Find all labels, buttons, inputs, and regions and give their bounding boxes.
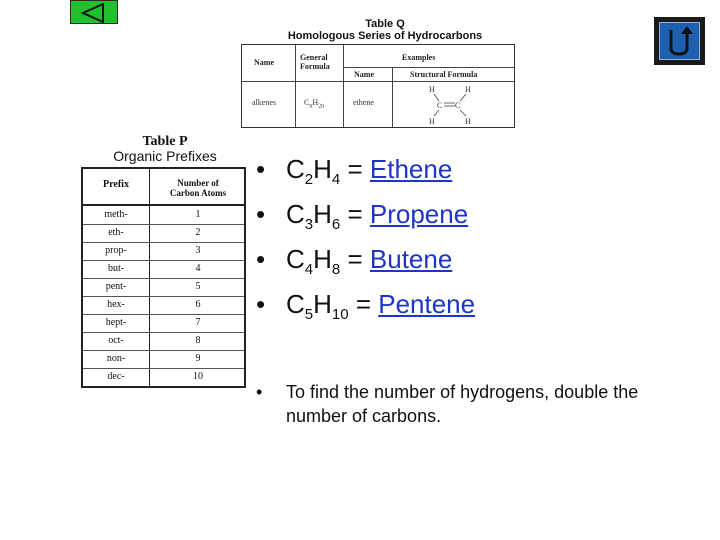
atom-h: H [465,85,471,94]
table-row: hept- 7 [83,314,244,333]
atom-c: C [455,101,461,110]
left-triangle-icon [81,3,107,23]
table-p-header-carbon-atoms: Number of Carbon Atoms [169,178,227,198]
table-q-header-examples: Examples [402,53,436,62]
table-p-caption [80,134,250,164]
return-button-face [659,22,700,60]
table-q [241,44,515,128]
bullet-pentene: • $C_5H_{10}$ = Pentene [256,289,476,323]
table-row: oct- 8 [83,332,244,351]
propene-link[interactable]: Propene [369,199,469,229]
atom-h: H [429,117,435,126]
table-row: hex- 6 [83,296,244,315]
table-q-subtitle: Homologous Series of Hydrocarbons [287,30,483,42]
bullet-ethene: • $C_2H_4$ = Ethene [256,154,453,188]
table-p-title: Table P [142,134,188,149]
u-turn-arrow-icon [660,23,699,59]
table-row: dec- 10 [107,371,203,382]
table-row: but- 4 [83,260,244,279]
table-q-header-name: Name [254,58,274,67]
ethene-link[interactable]: Ethene [369,154,453,184]
table-q-row-formula: $C_nH_{2n}$ [304,98,325,110]
table-row: meth- 1 [83,206,244,225]
table-row: pent- 5 [83,278,244,297]
atom-h: H [429,85,435,94]
atom-c: C [437,101,443,110]
pentene-link[interactable]: Pentene [378,289,476,319]
butene-link[interactable]: Butene [369,244,453,274]
table-row: eth- 2 [83,224,244,243]
table-q-title: Table Q [365,18,405,30]
table-q-row-name: alkenes [252,98,276,107]
ethene-structure-diagram [420,83,490,127]
table-q-row-example-name: ethene [353,98,374,107]
table-q-header-general-formula: General Formula [300,53,330,71]
table-q-caption [240,18,530,42]
bullet-butene: • $C_4H_8$ = Butene [256,244,453,278]
table-p-subtitle: Organic Prefixes [113,148,217,164]
table-row: prop- 3 [83,242,244,261]
table-q-header-structural-formula: Structural Formula [410,70,478,79]
bullet-propene: • $C_3H_6$ = Propene [256,199,469,233]
atom-h: H [465,117,471,126]
table-p-header-prefix: Prefix [103,179,129,190]
table-p [81,167,246,388]
table-q-header-example-name: Name [354,70,374,79]
hydrogen-rule-text: To find the number of hydrogens, double the number of carbons. [286,382,639,426]
table-row: non- 9 [83,350,244,369]
back-button[interactable] [70,0,118,24]
return-button[interactable] [654,17,705,65]
